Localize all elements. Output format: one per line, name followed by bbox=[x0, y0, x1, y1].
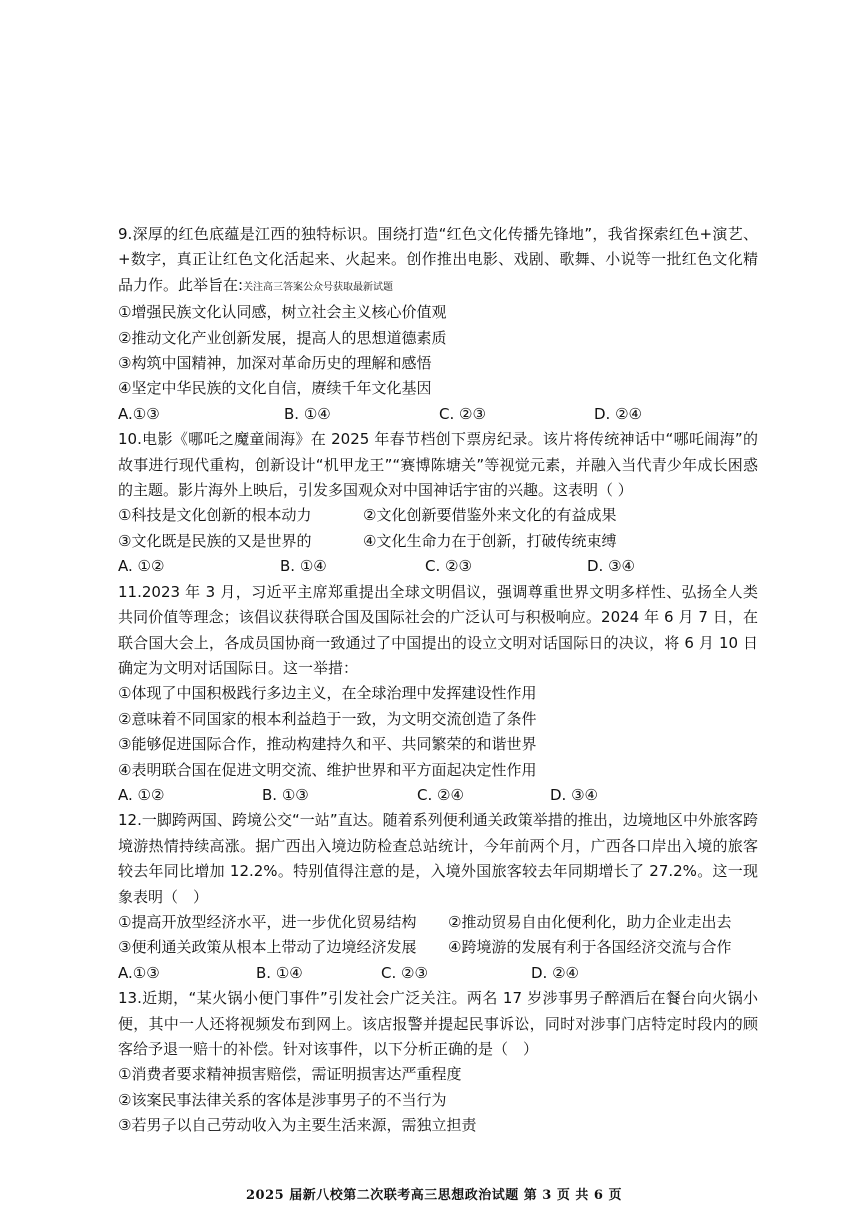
answer-choices bbox=[118, 961, 758, 986]
option-1: ①体现了中国积极践行多边主义，在全球治理中发挥建设性作用 bbox=[118, 684, 537, 703]
answer-d: D. ③④ bbox=[550, 785, 598, 804]
answer-choices bbox=[118, 402, 758, 427]
question-stem bbox=[118, 222, 758, 300]
option-2: ②文化创新要借鉴外来文化的有益成果 bbox=[363, 506, 617, 525]
option-4: ④跨境游的发展有利于各国经济交流与合作 bbox=[448, 938, 732, 957]
option-4: ④坚定中华民族的文化自信，赓续千年文化基因 bbox=[118, 379, 432, 398]
answer-c: C. ②③ bbox=[425, 557, 472, 576]
answer-b: B. ①④ bbox=[284, 404, 331, 423]
question-13 bbox=[118, 986, 758, 1138]
answer-b: B. ①④ bbox=[256, 963, 303, 982]
answer-d: D. ②④ bbox=[594, 404, 642, 423]
option-row bbox=[118, 529, 758, 554]
answer-b: B. ①④ bbox=[280, 557, 327, 576]
question-stem: 11.2023 年 3 月，习近平主席郑重提出全球文明倡议，强调尊重世界文明多样性、弘扬全人类共同价值等理念；该倡议获得联合国及国际社会的广泛认可与积极响应。2024 年 6 月 7 日，在联合国大会上，各成员国协商一致通过了中国提出的设立文明对话国际日的决议，将 6 月 10 日确定为文明对话国际日。这一举措： bbox=[118, 582, 758, 677]
answer-c: C. ②③ bbox=[381, 963, 428, 982]
question-list bbox=[118, 222, 758, 1139]
option-2: ②意味着不同国家的根本利益趋于一致，为文明交流创造了条件 bbox=[118, 709, 537, 728]
answer-a: A.①③ bbox=[118, 963, 160, 982]
option-2: ②该案民事法律关系的客体是涉事男子的不当行为 bbox=[118, 1090, 447, 1109]
option-row bbox=[118, 503, 758, 528]
stem-text: 9.深厚的红色底蕴是江西的独特标识。围绕打造“红色文化传播先锋地”，我省探索红色+演艺、+数字，真正让红色文化活起来、火起来。创作推出电影、戏剧、歌舞、小说等一批红色文化精品力作。此举旨在: bbox=[118, 225, 758, 294]
answer-choices bbox=[118, 783, 758, 808]
option-row bbox=[118, 910, 758, 935]
question-stem: 10.电影《哪吒之魔童闹海》在 2025 年春节档创下票房纪录。该片将传统神话中“哪吒闹海”的故事进行现代重构，创新设计“机甲龙王”“赛博陈塘关”等视觉元素，并融入当代青少年成长困惑的主题。影片海外上映后，引发多国观众对中国神话宇宙的兴趣。这表明（ ） bbox=[118, 430, 758, 500]
stem-note: 关注高三答案公众号获取最新试题 bbox=[243, 281, 394, 293]
answer-a: A. ①② bbox=[118, 785, 165, 804]
option-2: ②推动贸易自由化便利化，助力企业走出去 bbox=[448, 912, 732, 931]
page-footer: 2025 届新八校第二次联考高三思想政治试题 第 3 页 共 6 页 bbox=[246, 1188, 622, 1203]
question-10 bbox=[118, 427, 758, 579]
option-3: ③便利通关政策从根本上带动了边境经济发展 bbox=[118, 938, 417, 957]
option-3: ③文化既是民族的又是世界的 bbox=[118, 531, 312, 550]
answer-choices bbox=[118, 554, 758, 579]
answer-b: B. ①③ bbox=[262, 785, 309, 804]
option-row bbox=[118, 935, 758, 960]
option-3: ③若男子以自己劳动收入为主要生活来源，需独立担责 bbox=[118, 1116, 477, 1135]
option-3: ③能够促进国际合作，推动构建持久和平、共同繁荣的和谐世界 bbox=[118, 735, 537, 754]
option-1: ①科技是文化创新的根本动力 bbox=[118, 506, 312, 525]
option-1: ①增强民族文化认同感，树立社会主义核心价值观 bbox=[118, 303, 447, 322]
answer-a: A. ①② bbox=[118, 557, 165, 576]
option-3: ③构筑中国精神，加深对革命历史的理解和感悟 bbox=[118, 354, 432, 373]
question-stem: 12.一脚跨两国、跨境公交“一站”直达。随着系列便利通关政策举措的推出，边境地区中外旅客跨境游热情持续高涨。据广西出入境边防检查总站统计，今年前两个月，广西各口岸出入境的旅客较去年同比增加 12.2%。特别值得注意的是，入境外国旅客较去年同期增长了 27.2%。这一现象表明（ ） bbox=[118, 811, 758, 906]
question-9 bbox=[118, 222, 758, 427]
option-2: ②推动文化产业创新发展，提高人的思想道德素质 bbox=[118, 328, 447, 347]
answer-c: C. ②③ bbox=[439, 404, 486, 423]
question-stem: 13.近期，“某火锅小便门事件”引发社会广泛关注。两名 17 岁涉事男子醉酒后在餐台向火锅小便，其中一人还将视频发布到网上。该店报警并提起民事诉讼，同时对涉事门店特定时段内的顾客给予退一赔十的补偿。针对该事件，以下分析正确的是（ ） bbox=[118, 989, 758, 1058]
answer-d: D. ②④ bbox=[531, 963, 579, 982]
option-4: ④表明联合国在促进文明交流、维护世界和平方面起决定性作用 bbox=[118, 760, 537, 779]
question-12 bbox=[118, 808, 758, 986]
answer-d: D. ③④ bbox=[587, 557, 635, 576]
answer-c: C. ②④ bbox=[417, 785, 464, 804]
option-1: ①提高开放型经济水平，进一步优化贸易结构 bbox=[118, 912, 417, 931]
option-4: ④文化生命力在于创新，打破传统束缚 bbox=[363, 531, 617, 550]
answer-a: A.①③ bbox=[118, 404, 160, 423]
option-1: ①消费者要求精神损害赔偿，需证明损害达严重程度 bbox=[118, 1065, 462, 1084]
question-11 bbox=[118, 580, 758, 809]
